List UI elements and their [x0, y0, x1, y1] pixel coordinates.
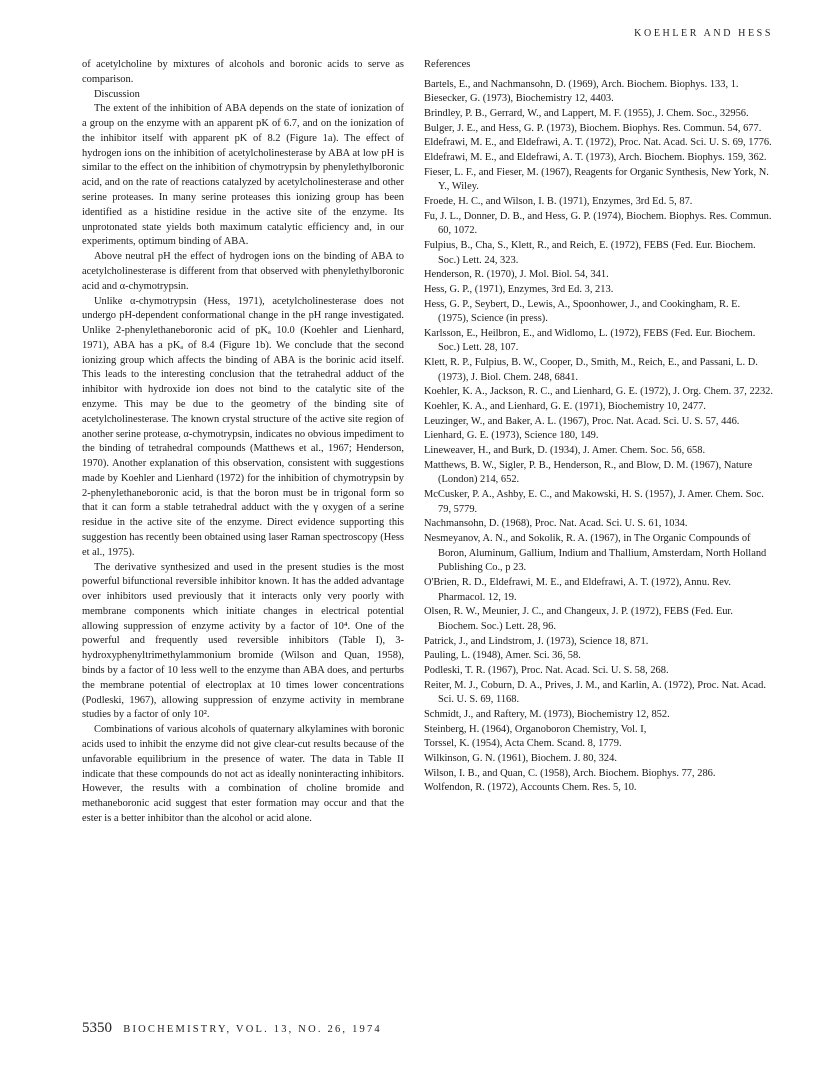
reference-item: Hess, G. P., (1971), Enzymes, 3rd Ed. 3, 213.: [424, 283, 614, 295]
reference-list: [424, 78, 773, 796]
reference-item: Matthews, B. W., Sigler, P. B., Henderson, R., and Blow, D. M. (1967), Nature (London) 214, 652.: [424, 459, 753, 486]
reference-item: Podleski, T. R. (1967), Proc. Nat. Acad. Sci. U. S. 58, 268.: [424, 664, 669, 676]
references-column: [424, 58, 773, 796]
reference-item: Lineweaver, H., and Burk, D. (1934), J. Amer. Chem. Soc. 56, 658.: [424, 445, 706, 457]
reference-item: Biesecker, G. (1973), Biochemistry 12, 4403.: [424, 93, 614, 105]
reference-item: Olsen, R. W., Meunier, J. C., and Changeux, J. P. (1972), FEBS (Fed. Eur. Biochem. Soc.) Lett. 28, 96.: [424, 606, 733, 632]
body-paragraph: Above neutral pH the effect of hydrogen ions on the binding of ABA to acetylcholinesterase is different from that observed with phenylethylboronic acid and α-chymotrypsin.: [82, 251, 404, 292]
reference-item: Koehler, K. A., Jackson, R. C., and Lienhard, G. E. (1972), J. Org. Chem. 37, 2232.: [424, 386, 773, 398]
reference-item: Wilson, I. B., and Quan, C. (1958), Arch. Biochem. Biophys. 77, 286.: [424, 767, 716, 779]
reference-item: Steinberg, H. (1964), Organoboron Chemistry, Vol. I,: [424, 723, 647, 735]
reference-item: Hess, G. P., Seybert, D., Lewis, A., Spoonhower, J., and Cookingham, R. E. (1975), Science (in press).: [424, 298, 741, 325]
left-column: [82, 58, 404, 827]
reference-item: Torssel, K. (1954), Acta Chem. Scand. 8, 1779.: [424, 738, 622, 750]
page-footer: [82, 1020, 382, 1037]
reference-item: Henderson, R. (1970), J. Mol. Biol. 54, 341.: [424, 269, 609, 281]
page-number: 5350: [82, 1020, 112, 1036]
body-paragraph: Combinations of various alcohols of quaternary alkylamines with boronic acids used to inhibit the enzyme did not give clear-cut results because of the unfavorable equilibrium in the presence of water. The data in Table II indicate that these compounds do not act as ideally noninteracting inhibitors. However, the results with a combination of choline bromide and methaneboronic acid suggest that ester formation may occur and that the ester is a better inhibitor than the alcohol or acid alone.: [82, 724, 404, 824]
reference-item: Brindley, P. B., Gerrard, W., and Lappert, M. F. (1955), J. Chem. Soc., 32956.: [424, 107, 749, 119]
reference-item: Lienhard, G. E. (1973), Science 180, 149.: [424, 430, 599, 442]
reference-item: Schmidt, J., and Raftery, M. (1973), Biochemistry 12, 852.: [424, 708, 670, 720]
reference-item: Nesmeyanov, A. N., and Sokolik, R. A. (1967), in The Organic Compounds of Boron, Aluminum, Gallium, Indium and Thallium, Amsterdam, North Holland Publishing Co., p 23.: [424, 533, 767, 574]
reference-item: Fieser, L. F., and Fieser, M. (1967), Reagents for Organic Synthesis, New York, N. Y., Wiley.: [424, 166, 769, 193]
reference-item: Klett, R. P., Fulpius, B. W., Cooper, D., Smith, M., Reich, E., and Passani, L. D. (1973), J. Biol. Chem. 248, 6841.: [424, 357, 758, 383]
reference-item: Patrick, J., and Lindstrom, J. (1973), Science 18, 871.: [424, 635, 649, 647]
reference-item: Bartels, E., and Nachmansohn, D. (1969), Arch. Biochem. Biophys. 133, 1.: [424, 78, 739, 90]
reference-item: O'Brien, R. D., Eldefrawi, M. E., and Eldefrawi, A. T. (1972), Annu. Rev. Pharmacol. 12, 19.: [424, 576, 731, 603]
references-heading: References: [424, 59, 471, 70]
reference-item: Reiter, M. J., Coburn, D. A., Prives, J. M., and Karlin, A. (1972), Proc. Nat. Acad. Sci. U. S. 69, 1168.: [424, 679, 766, 706]
body-paragraph: The extent of the inhibition of ABA depends on the state of ionization of a group on the enzyme with an apparent pK of 6.7, and on the ionization of the inhibitor itself with apparent pK of 8.2 (Figure 1a). The effect of hydrogen ions on the inhibition of acetylcholinesterase by ABA at low pH is similar to the effect on the inhibition of chymotrypsin by phenylethylboronic acid, and on the rate of reactions catalyzed by acetylcholinesterase and other serine proteases. In many serine proteases this ionizing group has been identified as a histidine residue in the active site of the enzyme. Its unprotonated state yields both maximum catalytic efficiency and, in our experiments, optimum binding of ABA.: [82, 103, 404, 248]
reference-item: Fu, J. L., Donner, D. B., and Hess, G. P. (1974), Biochem. Biophys. Res. Commun. 60, 1072.: [424, 210, 772, 237]
section-heading: Discussion: [94, 88, 140, 100]
reference-item: Karlsson, E., Heilbron, E., and Widlomo, L. (1972), FEBS (Fed. Eur. Biochem. Soc.) Lett. 28, 107.: [424, 327, 756, 354]
reference-item: McCusker, P. A., Ashby, E. C., and Makowski, H. S. (1957), J. Amer. Chem. Soc. 79, 5779.: [424, 489, 764, 515]
body-paragraph: The derivative synthesized and used in the present studies is the most powerful bifunctional reversible inhibitor known. It has the added advantage over inhibitors used previously that it interacts only very poorly with membrane components which initiate changes in electrical potential allowing suppression of enzyme activity by a factor of 10⁴. One of the powerful and frequently used reversible inhibitors (Table I), 3-hydroxyphenyltrimethylammonium bromide (Wilson and Quan, 1958), binds by a factor of 10 less well to the enzyme than ABA does, and perturbs the membrane potential of electroplax at 10 times lower concentrations (Podleski, 1967), allowing suppression of enzyme activity in membrane studies by a factor of only 10².: [82, 561, 404, 721]
reference-item: Pauling, L. (1948), Amer. Sci. 36, 58.: [424, 650, 581, 662]
intro-paragraph: of acetylcholine by mixtures of alcohols and boronic acids to serve as comparison.: [82, 59, 404, 85]
reference-item: Koehler, K. A., and Lienhard, G. E. (1971), Biochemistry 10, 2477.: [424, 401, 706, 413]
reference-item: Eldefrawi, M. E., and Eldefrawi, A. T. (1973), Arch. Biochem. Biophys. 159, 362.: [424, 151, 767, 163]
reference-item: Fulpius, B., Cha, S., Klett, R., and Reich, E. (1972), FEBS (Fed. Eur. Biochem. Soc.) Lett. 24, 323.: [424, 239, 756, 266]
body-paragraph: Unlike α-chymotrypsin (Hess, 1971), acetylcholinesterase does not undergo pH-dependent conformational change in the pH range investigated. Unlike 2-phenylethaneboronic acid of pKₐ 10.0 (Koehler and Lienhard, 1971), ABA has a pKₐ of 8.4 (Figure 1b). We conclude that the second ionizing group which affects the binding of ABA is the borinic acid itself. This leads to the interesting conclusion that the tetrahedral adduct of the inhibitor with hydroxide ion does not bind to the catalytic site of the enzyme. This may be due to the geometry of the binding site of acetylcholinesterase. The known crystal structure of the active site region of another serine protease, α-chymotrypsin, indicates no obvious impediment to the binding of tetrahedral compounds (Matthews et al., 1967; Henderson, 1970). Another explanation of this observation, consistent with suggestions made by Koehler and Lienhard (1972) for the inhibition of chymotrypsin by 2-phenylethaneboronic acid, is that the boron must be in trigonal form so that it can form a stable tetrahedral adduct with the γ oxygen of a serine residue in the active site of the enzyme. Direct evidence supporting this suggestion has recently been obtained using laser Raman spectroscopy (Hess et al., 1975).: [82, 295, 404, 558]
reference-item: Leuzinger, W., and Baker, A. L. (1967), Proc. Nat. Acad. Sci. U. S. 57, 446.: [424, 415, 740, 427]
running-head: KOEHLER AND HESS: [634, 28, 773, 39]
journal-line: BIOCHEMISTRY, VOL. 13, NO. 26, 1974: [123, 1024, 382, 1035]
reference-item: Eldefrawi, M. E., and Eldefrawi, A. T. (1972), Proc. Nat. Acad. Sci. U. S. 69, 1776.: [424, 137, 772, 149]
reference-item: Wilkinson, G. N. (1961), Biochem. J. 80, 324.: [424, 752, 617, 764]
reference-item: Nachmansohn, D. (1968), Proc. Nat. Acad. Sci. U. S. 61, 1034.: [424, 518, 688, 530]
reference-item: Bulger, J. E., and Hess, G. P. (1973), Biochem. Biophys. Res. Commun. 54, 677.: [424, 122, 762, 134]
reference-item: Froede, H. C., and Wilson, I. B. (1971), Enzymes, 3rd Ed. 5, 87.: [424, 195, 693, 207]
reference-item: Wolfendon, R. (1972), Accounts Chem. Res. 5, 10.: [424, 782, 637, 794]
